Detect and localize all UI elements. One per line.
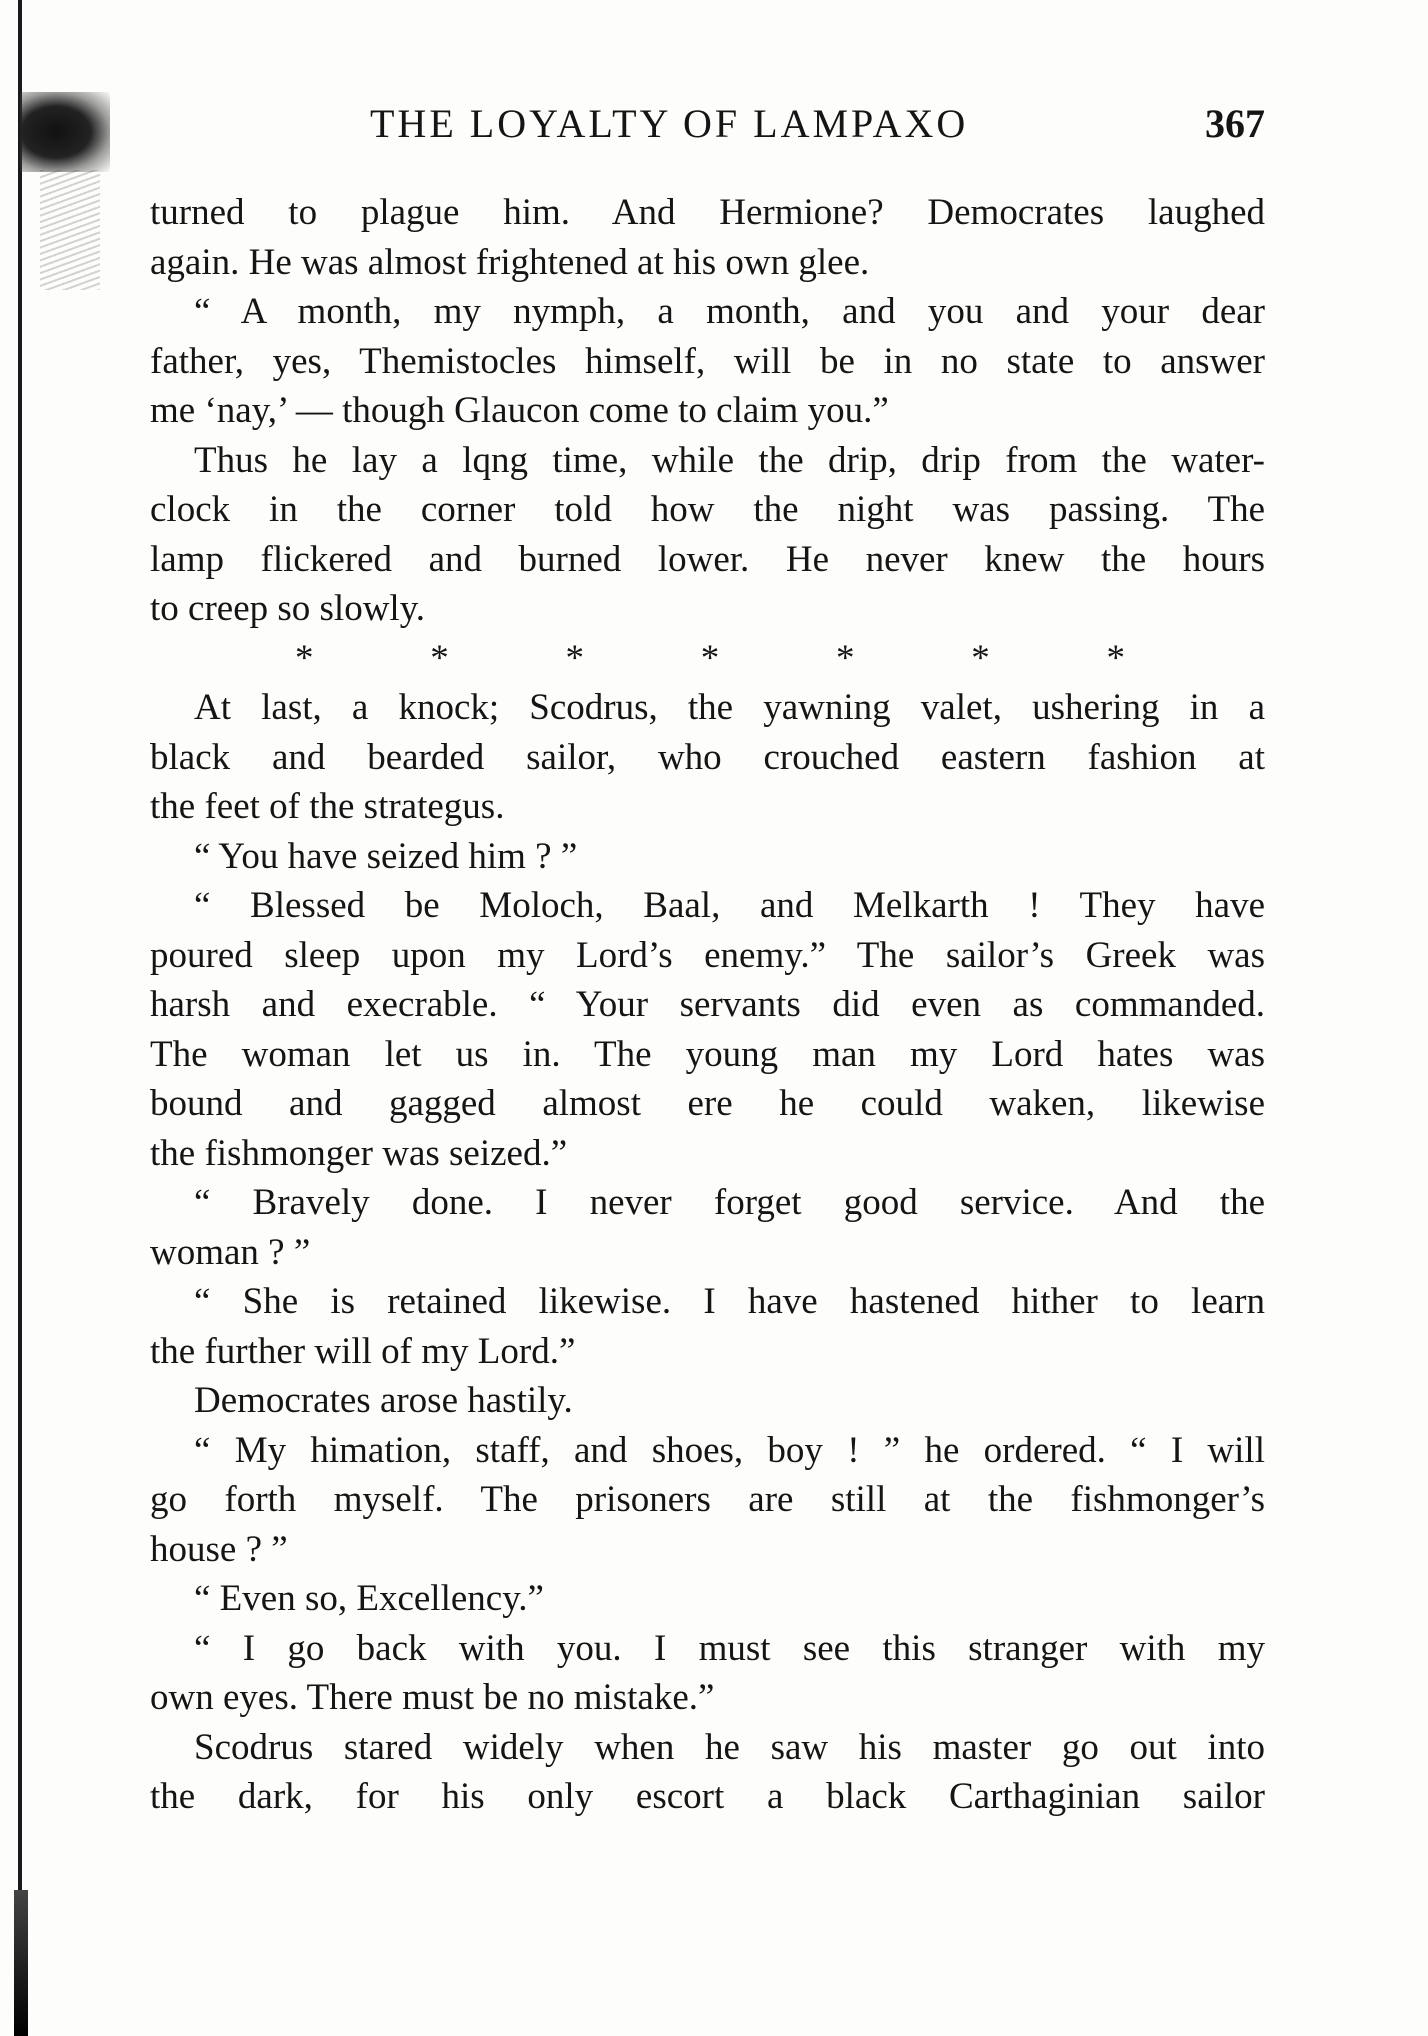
text-line: “ Bravely done. I never forget good service. And the xyxy=(194,1182,1265,1223)
text-line: Thus he lay a lqng time, while the drip, drip from the water- xyxy=(194,439,1265,481)
section-break-asterisk: * xyxy=(430,637,449,679)
page-number: 367 xyxy=(1205,101,1265,146)
text-line: The woman let us in. The young man my Lord hates was xyxy=(150,1033,1265,1075)
text-line: father, yes, Themistocles himself, will be in no state to answer xyxy=(150,340,1265,382)
text-line: harsh and execrable. “ Your servants did even as commanded. xyxy=(150,984,1265,1025)
section-break-asterisk: * xyxy=(565,637,584,679)
text-line: poured sleep upon my Lord’s enemy.” The sailor’s Greek was xyxy=(150,934,1265,976)
text-line: the fishmonger was seized.” xyxy=(150,1132,568,1174)
text-line: clock in the corner told how the night was passing. The xyxy=(150,489,1265,530)
text-line: own eyes. There must be no mistake.” xyxy=(150,1677,715,1718)
text-line: woman ? ” xyxy=(150,1231,311,1273)
section-break-asterisk: * xyxy=(295,637,314,679)
binding-speckle xyxy=(40,170,100,290)
running-title: THE LOYALTY OF LAMPAXO xyxy=(370,101,969,146)
section-break-asterisk: * xyxy=(971,637,990,679)
section-break-asterisk: * xyxy=(700,637,720,679)
running-header xyxy=(150,100,1265,152)
text-line: “ She is retained likewise. I have hastened hither to learn xyxy=(194,1281,1265,1322)
text-line: to creep so slowly. xyxy=(150,588,426,629)
binding-shadow xyxy=(20,92,110,172)
text-line: the further will of my Lord.” xyxy=(150,1330,576,1372)
text-line: “ A month, my nymph, a month, and you and your dear xyxy=(194,291,1265,332)
body-text xyxy=(150,188,1265,1822)
text-line: lamp flickered and burned lower. He never knew the hours xyxy=(150,538,1265,580)
text-line: Democrates arose hastily. xyxy=(194,1380,573,1421)
text-line: turned to plague him. And Hermione? Democrates laughed xyxy=(150,192,1265,233)
binding-edge xyxy=(18,0,22,2036)
text-line: house ? ” xyxy=(150,1528,288,1570)
section-break xyxy=(150,634,1265,684)
text-line: “ I go back with you. I must see this stranger with my xyxy=(194,1627,1265,1669)
binding-bottom-edge xyxy=(14,1890,28,2036)
text-line: “ Blessed be Moloch, Baal, and Melkarth ! They have xyxy=(194,885,1265,926)
section-break-asterisk: * xyxy=(1106,637,1125,679)
section-break-asterisk: * xyxy=(836,637,855,679)
text-line: black and bearded sailor, who crouched eastern fashion at xyxy=(150,736,1265,778)
text-line: the dark, for his only escort a black Carthaginian sailor xyxy=(150,1776,1265,1817)
text-line: “ You have seized him ? ” xyxy=(194,835,578,877)
text-line: me ‘nay,’ — though Glaucon come to claim you.” xyxy=(150,390,889,431)
text-line: At last, a knock; Scodrus, the yawning valet, ushering in a xyxy=(194,687,1265,728)
text-line: Scodrus stared widely when he saw his master go out into xyxy=(194,1726,1265,1768)
text-line: the feet of the strategus. xyxy=(150,786,505,827)
text-line: bound and gagged almost ere he could waken, likewise xyxy=(150,1083,1265,1124)
text-line: again. He was almost frightened at his own glee. xyxy=(150,241,870,283)
text-line: “ My himation, staff, and shoes, boy ! ” he ordered. “ I will xyxy=(194,1429,1265,1471)
text-line: go forth myself. The prisoners are still at the fishmonger’s xyxy=(150,1479,1265,1520)
text-line: “ Even so, Excellency.” xyxy=(194,1578,544,1619)
